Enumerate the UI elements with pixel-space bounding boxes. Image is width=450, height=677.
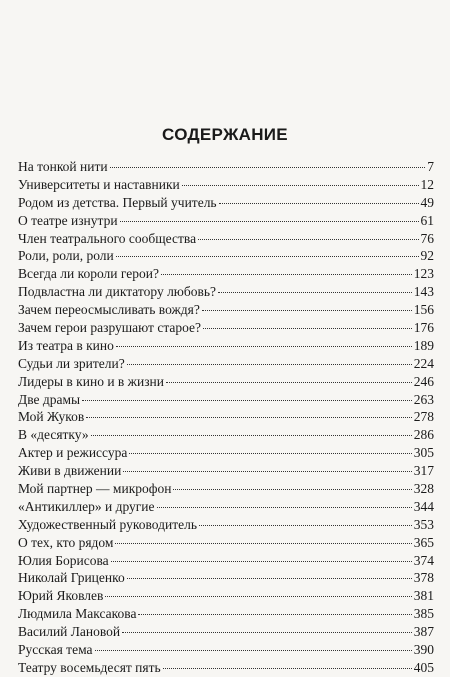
toc-entry [18, 426, 434, 444]
toc-entry [18, 498, 434, 516]
table-of-contents [18, 158, 434, 677]
bleed-through-line [268, 15, 388, 30]
toc-entry-title: Лидеры в кино и в жизни [18, 373, 165, 389]
toc-entry [18, 247, 434, 265]
toc-leader-dots [116, 346, 412, 347]
toc-leader-dots [127, 364, 412, 365]
toc-entry-title: Зачем герои разрушают старое? [18, 320, 202, 336]
toc-entry-title: Мой Жуков [18, 409, 85, 425]
toc-leader-dots [123, 471, 411, 472]
toc-entry-page: 385 [413, 606, 434, 622]
bleed-through-line [268, 45, 388, 60]
toc-entry-title: Людмила Максакова [18, 606, 137, 622]
toc-entry [18, 373, 434, 391]
toc-entry-page: 278 [413, 409, 434, 425]
bleed-through-line [268, 60, 388, 75]
bleed-through-line [268, 0, 388, 15]
toc-entry-page: 12 [420, 176, 434, 192]
toc-leader-dots [203, 328, 412, 329]
toc-entry [18, 623, 434, 641]
toc-entry [18, 641, 434, 659]
toc-entry-page: 353 [413, 516, 434, 532]
toc-entry [18, 444, 434, 462]
toc-entry [18, 337, 434, 355]
toc-entry-page: 378 [413, 570, 434, 586]
toc-entry [18, 408, 434, 426]
toc-entry-page: 390 [413, 642, 434, 658]
toc-entry-page: 49 [420, 194, 434, 210]
toc-entry-title: Судьи ли зрители? [18, 355, 125, 371]
toc-entry-page: 374 [413, 552, 434, 568]
toc-entry [18, 480, 434, 498]
toc-leader-dots [182, 185, 419, 186]
toc-entry-title: Всегда ли короли герои? [18, 266, 159, 282]
toc-entry-title: Василий Лановой [18, 624, 121, 640]
toc-leader-dots [110, 167, 426, 168]
toc-entry [18, 176, 434, 194]
toc-leader-dots [129, 453, 411, 454]
toc-entry [18, 552, 434, 570]
toc-entry-page: 328 [413, 481, 434, 497]
toc-leader-dots [166, 382, 412, 383]
toc-leader-dots [91, 435, 412, 436]
toc-leader-dots [163, 668, 412, 669]
toc-entry-title: Художественный руководитель [18, 516, 197, 532]
toc-entry-page: 7 [427, 159, 434, 174]
toc-leader-dots [198, 239, 418, 240]
toc-entry-page: 123 [413, 266, 434, 282]
toc-entry-page: 76 [420, 230, 434, 246]
toc-entry-page: 405 [413, 659, 434, 675]
page-title: СОДЕРЖАНИЕ [162, 125, 288, 144]
toc-entry-title: Мой партнер — микрофон [18, 481, 172, 497]
toc-entry [18, 569, 434, 587]
toc-entry-title: О тех, кто рядом [18, 534, 114, 550]
toc-entry-title: «Антикиллер» и другие [18, 498, 155, 514]
toc-entry [18, 265, 434, 283]
bleed-through-line [268, 90, 388, 105]
toc-entry [18, 158, 434, 176]
toc-leader-dots [202, 310, 412, 311]
toc-leader-dots [122, 632, 412, 633]
toc-entry-page: 317 [413, 463, 434, 479]
bleed-through-line [268, 75, 388, 90]
toc-entry-title: Театру восемьдесят пять [18, 659, 161, 675]
toc-entry-page: 263 [413, 391, 434, 407]
toc-entry [18, 391, 434, 409]
toc-leader-dots [86, 417, 412, 418]
bleed-through-text [268, 0, 388, 110]
toc-leader-dots [157, 507, 412, 508]
toc-entry-page: 143 [413, 284, 434, 300]
toc-entry-page: 305 [413, 445, 434, 461]
bleed-through-footer [140, 600, 320, 614]
toc-entry-title: В «десятку» [18, 427, 89, 443]
toc-entry-title: Живи в движении [18, 463, 122, 479]
toc-entry-title: На тонкой нити [18, 159, 108, 174]
toc-entry [18, 212, 434, 230]
toc-entry-title: Юлия Борисова [18, 552, 109, 568]
toc-entry [18, 301, 434, 319]
toc-entry-title: Русская тема [18, 642, 93, 658]
toc-leader-dots [120, 221, 419, 222]
toc-leader-dots [218, 292, 412, 293]
toc-entry-page: 156 [413, 302, 434, 318]
toc-leader-dots [199, 525, 412, 526]
toc-entry-title: Университеты и наставники [18, 176, 180, 192]
toc-leader-dots [115, 543, 411, 544]
toc-entry-page: 246 [413, 373, 434, 389]
toc-leader-dots [95, 650, 412, 651]
toc-leader-dots [105, 596, 411, 597]
toc-entry-page: 189 [413, 337, 434, 353]
toc-leader-dots [116, 256, 419, 257]
toc-entry-page: 387 [413, 624, 434, 640]
toc-leader-dots [82, 400, 412, 401]
toc-entry-page: 365 [413, 534, 434, 550]
toc-entry-title: Актер и режиссура [18, 445, 128, 461]
toc-entry-title: Член театрального сообщества [18, 230, 197, 246]
toc-entry-page: 381 [413, 588, 434, 604]
toc-leader-dots [161, 274, 412, 275]
toc-entry-title: Родом из детства. Первый учитель [18, 194, 217, 210]
toc-entry-page: 344 [413, 498, 434, 514]
toc-entry-title: Две драмы [18, 391, 81, 407]
toc-leader-dots [111, 561, 412, 562]
toc-entry [18, 283, 434, 301]
toc-entry-title: Роли, роли, роли [18, 248, 114, 264]
toc-entry-title: О театре изнутри [18, 212, 118, 228]
toc-entry-title: Юрий Яковлев [18, 588, 104, 604]
toc-entry-title: Подвластна ли диктатору любовь? [18, 284, 217, 300]
toc-entry [18, 230, 434, 248]
toc-entry-page: 286 [413, 427, 434, 443]
toc-entry-title: Николай Гриценко [18, 570, 125, 586]
toc-entry [18, 659, 434, 677]
toc-leader-dots [173, 489, 411, 490]
toc-entry-title: Зачем переосмысливать вождя? [18, 302, 200, 318]
toc-entry [18, 194, 434, 212]
bleed-through-line [268, 30, 388, 45]
toc-entry-page: 176 [413, 320, 434, 336]
toc-entry-page: 61 [420, 212, 434, 228]
toc-entry-title: Из театра в кино [18, 337, 114, 353]
toc-entry-page: 92 [420, 248, 434, 264]
toc-entry-page: 224 [413, 355, 434, 371]
toc-entry [18, 355, 434, 373]
toc-entry [18, 534, 434, 552]
toc-leader-dots [219, 203, 419, 204]
toc-entry [18, 462, 434, 480]
toc-entry [18, 516, 434, 534]
toc-leader-dots [127, 578, 412, 579]
toc-entry [18, 319, 434, 337]
